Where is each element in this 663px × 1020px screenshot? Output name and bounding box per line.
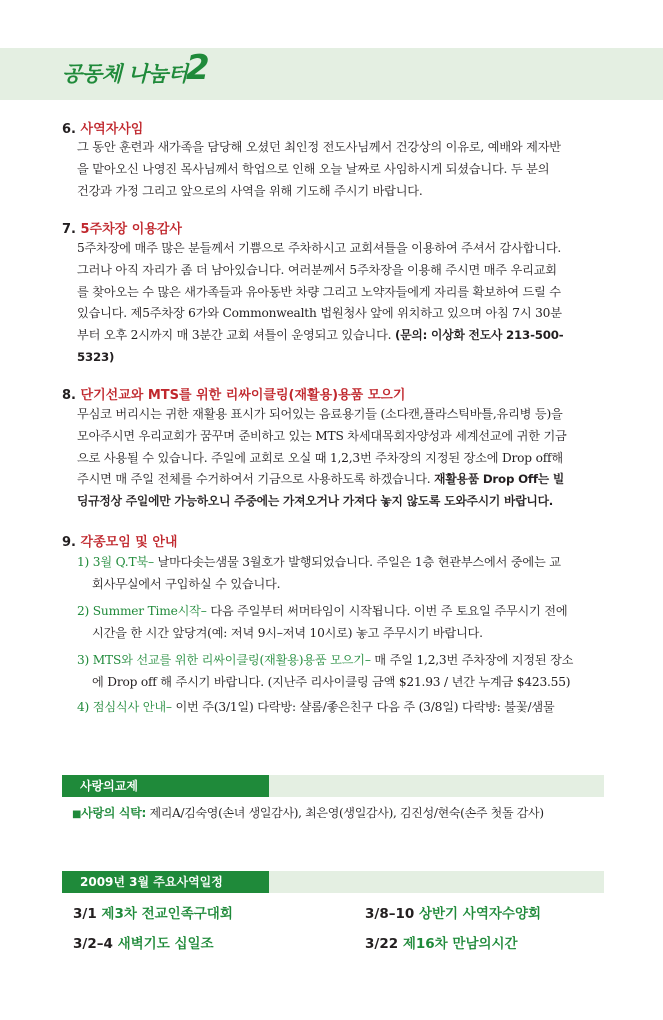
body-line: 를 찾아오는 수 많은 새가족들과 유아동반 차량 그리고 노약자들에게 자리를 확보하여 드릴 수 [77, 284, 561, 299]
item-text: 매 주일 1,2,3번 주차장에 지정된 장소 [370, 653, 574, 667]
item-lead: 1) 3월 Q.T북– [77, 555, 154, 569]
love-table-label: 사랑의 식탁: [81, 806, 146, 820]
section-body-6 [77, 137, 605, 202]
body-line: 무심코 버리시는 귀한 재활용 표시가 되어있는 음료용기들 (소다캔,플라스틱바틀,유리병 등)을 [77, 407, 563, 421]
page-title-number: 2 [186, 48, 210, 88]
love-table-text: 제리A/김숙영(손녀 생일감사), 최은영(생일감사), 김진성/현숙(손주 첫돌 감사) [146, 806, 544, 820]
schedule-date: 3/1 [73, 906, 97, 922]
body-line [77, 347, 605, 369]
section-title: 사역자사임 [80, 122, 144, 137]
contact-info-end: 5323) [77, 349, 115, 364]
section-title: 단기선교와 MTS를 위한 리싸이클링(재활용)용품 모으기 [80, 388, 406, 403]
item-continuation: 회사무실에서 구입하실 수 있습니다. [92, 576, 281, 591]
item-lead: 3) MTS와 선교를 위한 리싸이클링(재활용)용품 모으기– [77, 653, 371, 667]
body-line: 으로 사용될 수 있습니다. 주일에 교회로 오실 때 1,2,3번 주차장의 지정된 장소에 Drop off해 [77, 450, 563, 465]
body-line [77, 491, 605, 513]
section-number: 6. [62, 122, 76, 137]
schedule-entry [365, 902, 541, 922]
body-line: 건강과 가정 그리고 앞으로의 사역을 위해 기도해 주시기 바랍니다. [77, 183, 423, 198]
section-body-8 [77, 404, 605, 513]
section-number: 9. [62, 535, 76, 550]
item-lead: 4) 점심식사 안내– [77, 700, 172, 714]
body-line [77, 469, 605, 491]
item-text: 다음 주일부터 써머타임이 시작됩니다. 이번 주 토요일 주무시기 전에 [206, 604, 568, 618]
body-line: 그러나 아직 자리가 좀 더 남아있습니다. 여러분께서 5주차장을 이용해 주시면 매주 우리교회 [77, 262, 557, 277]
schedule-entry [73, 932, 214, 952]
body-line: 5주차장에 매주 많은 분들께서 기쁨으로 주차하시고 교회셔틀을 이용하여 주셔서 감사합니다. [77, 241, 562, 255]
section-heading-9 [62, 531, 177, 550]
list-item [77, 552, 605, 596]
page-title: 공동체 나눔터 [62, 62, 188, 86]
contact-info: (문의: 이상화 전도사 213-500- [395, 328, 564, 343]
section-number: 7. [62, 222, 76, 237]
item-continuation: 에 Drop off 해 주시기 바랍니다. (지난주 리사이클링 금액 $21.93 / 년간 누계금 $423.55) [92, 674, 571, 689]
section-title: 5주차장 이용감사 [80, 222, 182, 237]
section-heading-8 [62, 384, 405, 403]
item-lead: 2) Summer Time시작– [77, 604, 207, 618]
body-line [77, 325, 605, 347]
body-text: 주시면 매 주일 전체를 수거하여서 기금으로 사용하도록 하겠습니다. [77, 472, 431, 487]
love-box-bar [62, 775, 604, 797]
schedule-event: 새벽기도 십일조 [117, 936, 214, 952]
schedule-entry [365, 932, 518, 952]
section-number: 8. [62, 388, 76, 403]
love-box-tag: 사랑의교제 [62, 775, 269, 797]
item-text: 이번 주(3/1일) 다락방: 샬롬/좋은친구 다음 주 (3/8일) 다락방: 불꽃/샘물 [171, 700, 555, 714]
body-line: 모아주시면 우리교회가 꿈꾸며 준비하고 있는 MTS 차세대목회자양성과 세계선교에 귀한 기금 [77, 428, 567, 443]
item-text: 날마다솟는샘물 3월호가 발행되었습니다. 주일은 1층 현관부스에서 중에는 교 [153, 555, 561, 569]
list-item [77, 601, 605, 645]
item-continuation: 시간을 한 시간 앞당겨(예: 저녁 9시–저녁 10시로) 놓고 주무시기 바랍니다. [92, 625, 483, 640]
body-line: 을 맡아오신 나영진 목사님께서 학업으로 인해 오늘 날짜로 사임하시게 되셨습니다. 두 분의 [77, 161, 550, 176]
body-text: 부터 오후 2시까지 매 3분간 교회 셔틀이 운영되고 있습니다. [77, 328, 392, 343]
schedule-box-bar [62, 871, 604, 893]
square-bullet-icon: ■ [72, 809, 82, 820]
body-line: 그 동안 훈련과 새가족을 담당해 오셨던 최인정 전도사님께서 건강상의 이유로, 예배와 제자반 [77, 140, 561, 154]
schedule-entry [73, 902, 233, 922]
schedule-event: 제16차 만남의시간 [402, 936, 518, 952]
list-item [77, 697, 605, 719]
section-heading-7 [62, 218, 182, 237]
section-title: 각종모임 및 안내 [80, 535, 178, 550]
schedule-date: 3/22 [365, 936, 399, 952]
section-body-7 [77, 238, 605, 369]
notice-bold: 재활용품 Drop Off는 빌 [434, 472, 565, 487]
schedule-date: 3/8–10 [365, 906, 415, 922]
section-heading-6 [62, 118, 143, 137]
list-item [77, 650, 605, 694]
schedule-date: 3/2–4 [73, 936, 113, 952]
schedule-event: 제3차 전교인족구대회 [101, 906, 233, 922]
body-line: 있습니다. 제5주차장 6가와 Commonwealth 법원청사 앞에 위치하고 있으며 아침 7시 30분 [77, 306, 562, 321]
notice-bold-end: 딩규정상 주일에만 가능하오니 주중에는 가져오거나 가져다 놓지 않도록 도와주시기 바랍니다. [77, 494, 554, 509]
schedule-event: 상반기 사역자수양회 [418, 906, 542, 922]
schedule-box-tag: 2009년 3월 주요사역일정 [62, 871, 269, 893]
love-table-line [72, 804, 544, 821]
